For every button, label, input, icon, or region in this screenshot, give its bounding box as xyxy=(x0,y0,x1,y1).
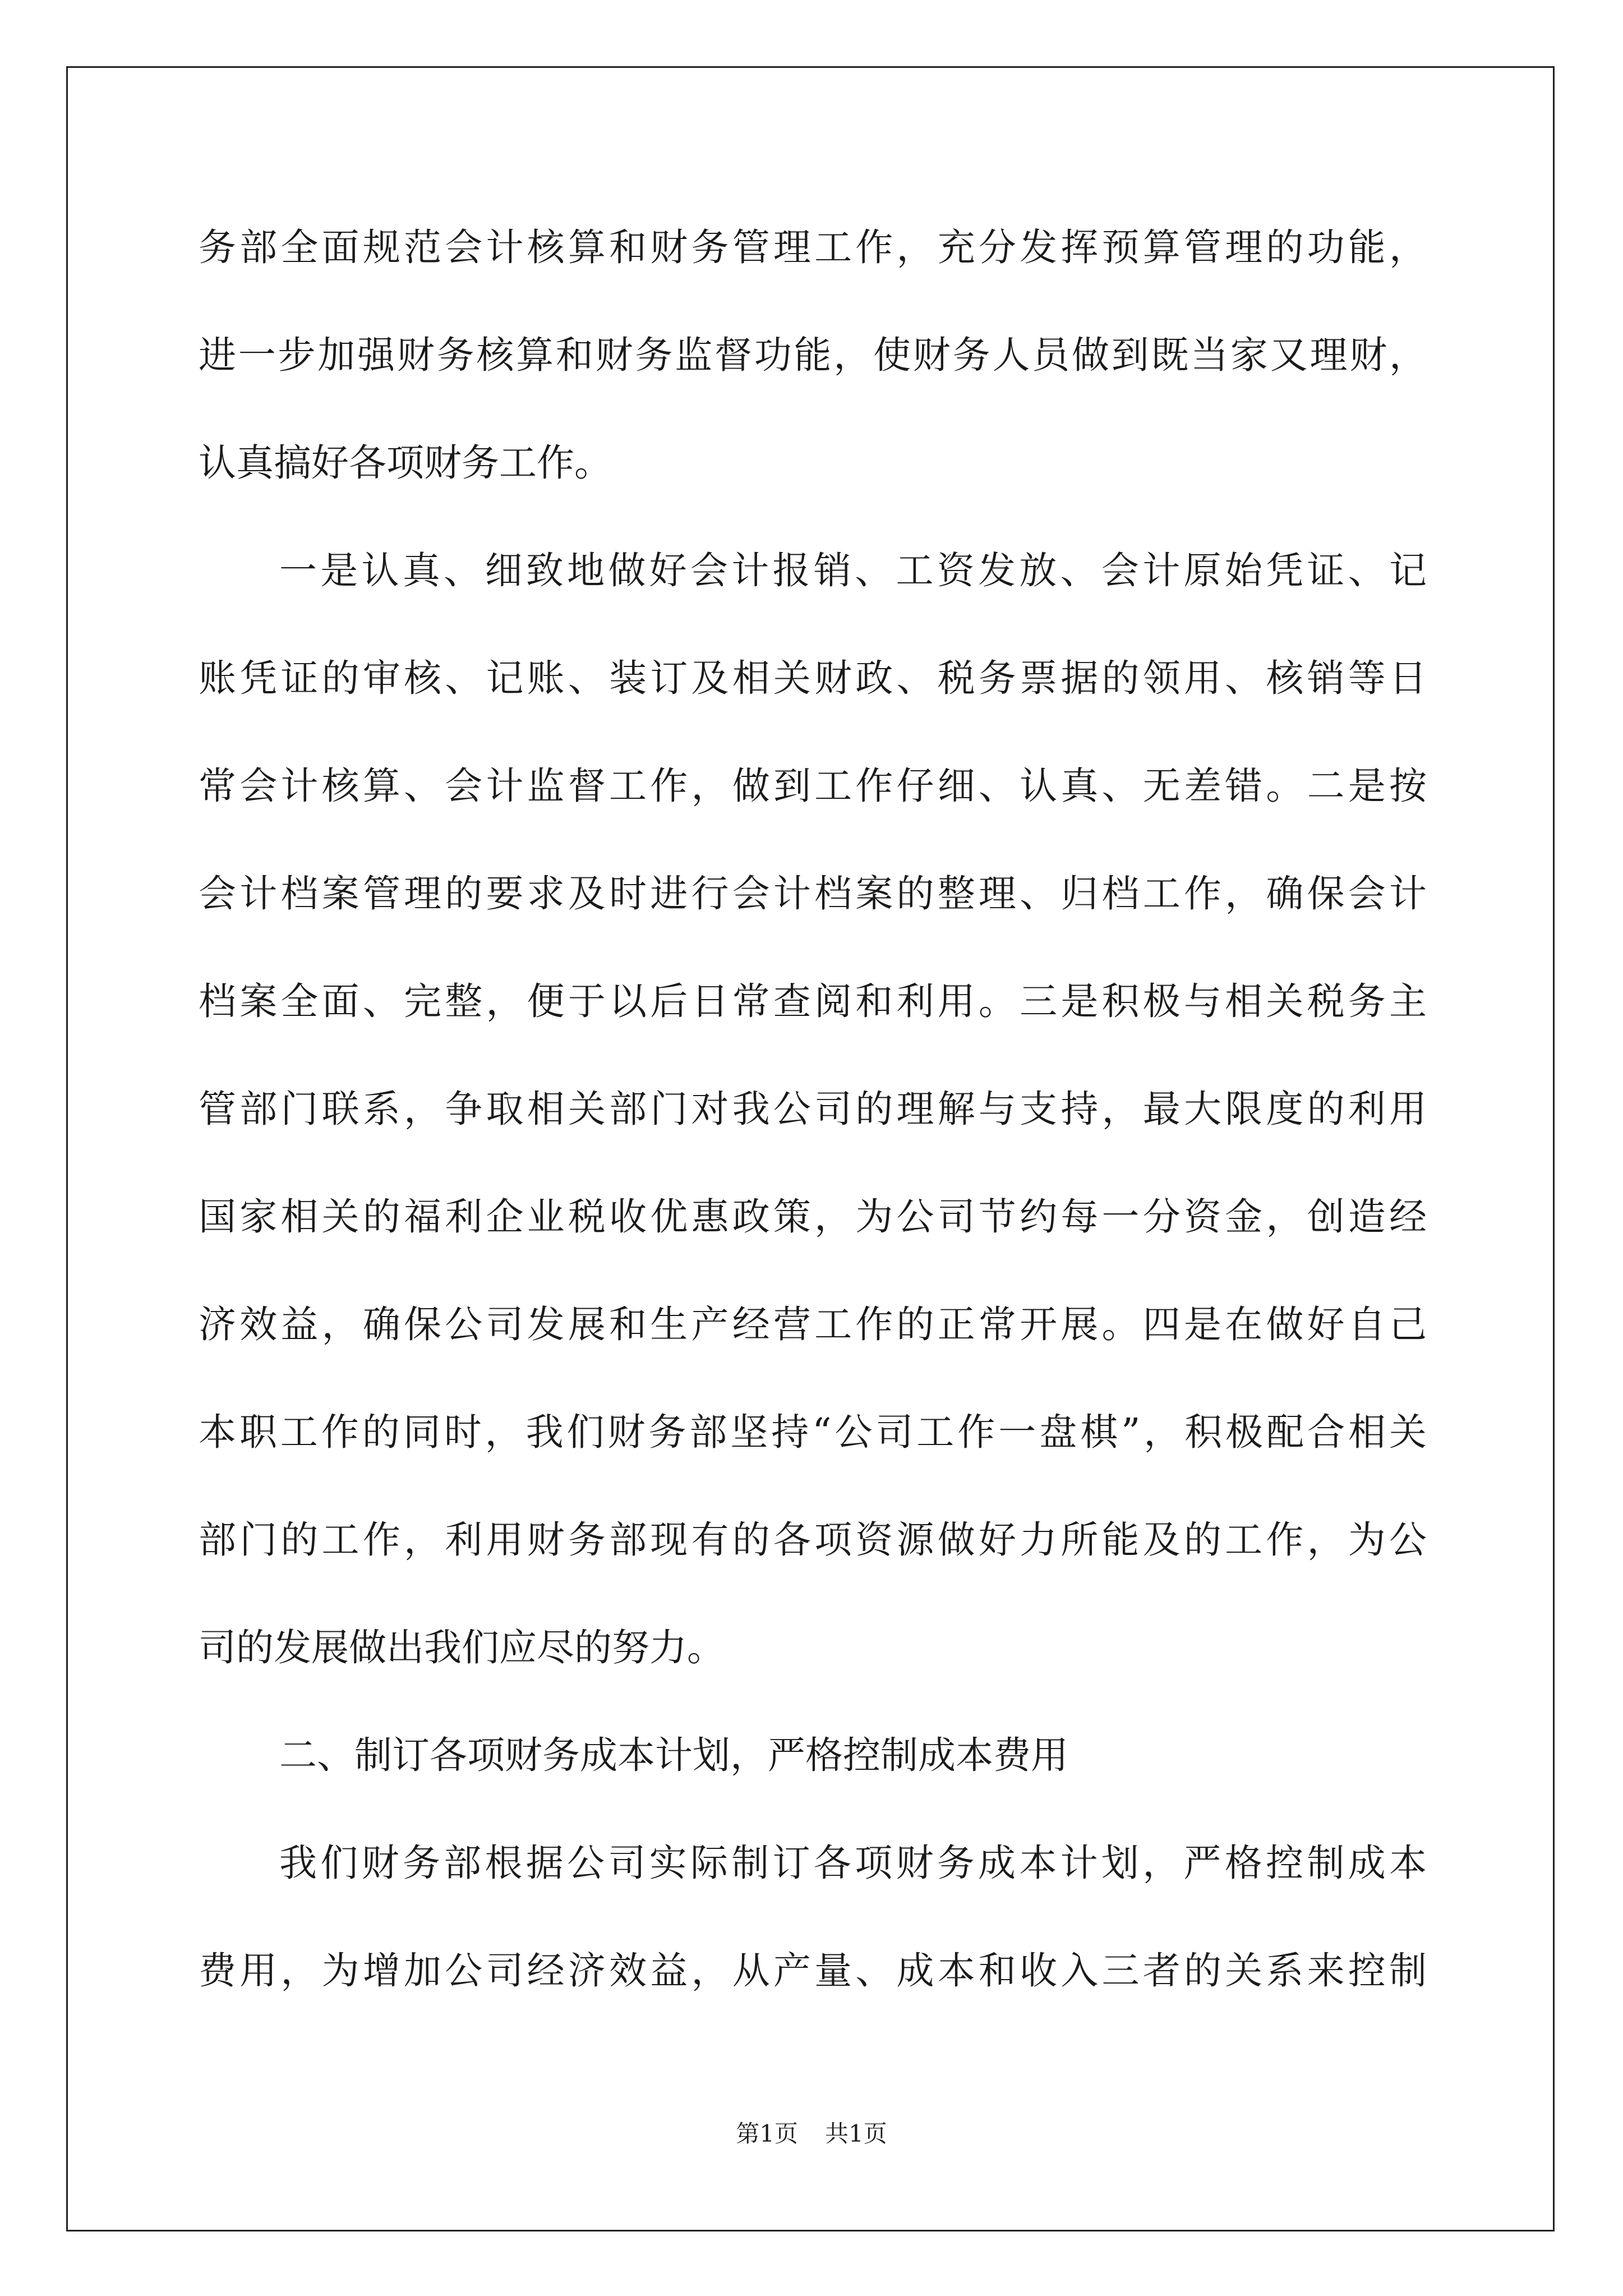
text-line: 常会计核算、会计监督工作，做到工作仔细、认真、无差错。二是按 xyxy=(199,764,1427,808)
text-line: 务部全面规范会计核算和财务管理工作，充分发挥预算管理的功能， xyxy=(199,226,1427,269)
text-line: 国家相关的福利企业税收优惠政策，为公司节约每一分资金，创造经 xyxy=(199,1195,1427,1239)
text-line: 本职工作的同时，我们财务部坚持“公司工作一盘棋”，积极配合相关 xyxy=(199,1410,1427,1454)
text-line: 认真搞好各项财务工作。 xyxy=(199,441,612,485)
text-line: 会计档案管理的要求及时进行会计档案的整理、归档工作，确保会计 xyxy=(199,872,1427,915)
page-footer xyxy=(0,2117,1623,2151)
text-line: 管部门联系，争取相关部门对我公司的理解与支持，最大限度的利用 xyxy=(199,1087,1427,1131)
section-heading: 二、制订各项财务成本计划，严格控制成本费用 xyxy=(279,1733,1068,1777)
text-line: 档案全面、完整，便于以后日常查阅和利用。三是积极与相关税务主 xyxy=(199,979,1427,1023)
text-line: 一是认真、细致地做好会计报销、工资发放、会计原始凭证、记 xyxy=(279,549,1427,592)
text-line: 账凭证的审核、记账、装订及相关财政、税务票据的领用、核销等日 xyxy=(199,656,1427,700)
text-line: 司的发展做出我们应尽的努力。 xyxy=(199,1626,725,1669)
page-number: 第1页 xyxy=(736,2120,798,2147)
text-line: 济效益，确保公司发展和生产经营工作的正常开展。四是在做好自己 xyxy=(199,1303,1427,1346)
text-line: 我们财务部根据公司实际制订各项财务成本计划，严格控制成本 xyxy=(279,1841,1427,1885)
page-total: 共1页 xyxy=(825,2120,887,2147)
page-border xyxy=(66,66,1555,2231)
text-line: 进一步加强财务核算和财务监督功能，使财务人员做到既当家又理财， xyxy=(199,333,1427,377)
text-line: 部门的工作，利用财务部现有的各项资源做好力所能及的工作，为公 xyxy=(199,1518,1427,1562)
text-line: 费用，为增加公司经济效益，从产量、成本和收入三者的关系来控制 xyxy=(199,1949,1427,1993)
